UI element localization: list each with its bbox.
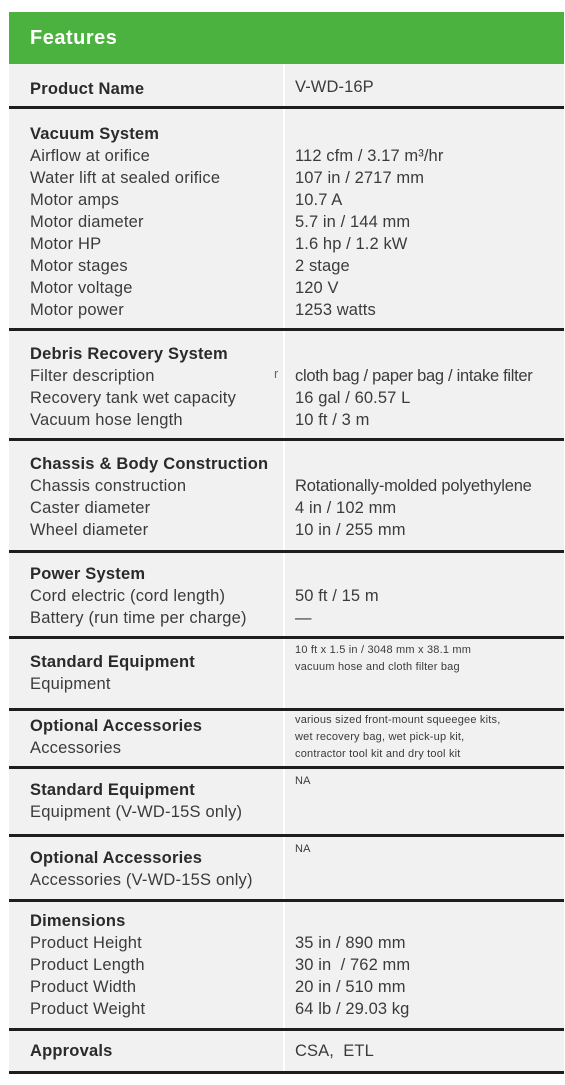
features-header: Features (9, 12, 564, 64)
row-value: 64 lb / 29.03 kg (295, 1000, 410, 1018)
row-title: Dimensions (30, 912, 126, 930)
row-value: 4 in / 102 mm (295, 499, 397, 517)
row-value: 107 in / 2717 mm (295, 169, 425, 187)
row-label: Equipment (V-WD-15S only) (30, 803, 243, 821)
spec-row-dimensions (9, 899, 564, 1028)
spec-table (9, 64, 564, 1074)
row-value: NA (295, 843, 311, 855)
row-title: Product Name (30, 80, 145, 98)
row-label: Battery (run time per charge) (30, 609, 247, 627)
row-title: Power System (30, 565, 146, 583)
row-label: Filter description (30, 367, 155, 385)
row-title: Chassis & Body Construction (30, 455, 269, 473)
row-value: 30 in / 762 mm (295, 956, 411, 974)
row-value: 2 stage (295, 257, 350, 275)
row-value: 5.7 in / 144 mm (295, 213, 411, 231)
row-value: Rotationally-molded polyethylene (295, 477, 532, 495)
row-value: various sized front-mount squeegee kits, (295, 714, 501, 726)
row-label: Motor diameter (30, 213, 144, 231)
row-value: 1.6 hp / 1.2 kW (295, 235, 408, 253)
spec-row-optional-accessories-15s (9, 834, 564, 899)
spec-row-standard-equipment-15s (9, 766, 564, 834)
row-value: cloth bag / paper bag / intake filter (295, 367, 533, 385)
row-label: Accessories (V-WD-15S only) (30, 871, 253, 889)
row-value: 10.7 A (295, 191, 343, 209)
row-value: CSA, ETL (295, 1042, 374, 1060)
row-value: V-WD-16P (295, 78, 374, 96)
row-title: Standard Equipment (30, 781, 195, 799)
row-label: Recovery tank wet capacity (30, 389, 237, 407)
row-label: Wheel diameter (30, 521, 149, 539)
row-title: Standard Equipment (30, 653, 195, 671)
row-label: Equipment (30, 675, 111, 693)
row-title: Approvals (30, 1042, 113, 1060)
row-label: Product Width (30, 978, 137, 996)
spec-row-chassis (9, 438, 564, 550)
spec-row-standard-equipment (9, 636, 564, 708)
row-value: 10 ft / 3 m (295, 411, 370, 429)
row-title: Optional Accessories (30, 849, 203, 867)
row-value: wet recovery bag, wet pick-up kit, (295, 731, 465, 743)
row-label: Vacuum hose length (30, 411, 183, 429)
row-label: Motor HP (30, 235, 102, 253)
row-value: 35 in / 890 mm (295, 934, 406, 952)
row-label: Water lift at sealed orifice (30, 169, 221, 187)
row-label: Motor stages (30, 257, 128, 275)
row-value: 1253 watts (295, 301, 376, 319)
spec-row-vacuum-system (9, 106, 564, 328)
row-value: 120 V (295, 279, 339, 297)
row-label: Chassis construction (30, 477, 187, 495)
spec-row-debris-recovery (9, 328, 564, 438)
row-value: 10 in / 255 mm (295, 521, 406, 539)
row-title: Vacuum System (30, 125, 160, 143)
spec-sheet (9, 12, 564, 1074)
row-value: vacuum hose and cloth filter bag (295, 661, 460, 673)
row-value: 50 ft / 15 m (295, 587, 379, 605)
row-value: contractor tool kit and dry tool kit (295, 748, 461, 760)
row-value: 10 ft x 1.5 in / 3048 mm x 38.1 mm (295, 644, 472, 656)
spec-row-product-name (9, 64, 564, 106)
row-label: Motor power (30, 301, 124, 319)
row-value: 112 cfm / 3.17 m³/hr (295, 147, 444, 165)
row-label: Product Weight (30, 1000, 146, 1018)
row-value: — (295, 609, 312, 627)
row-label: Product Height (30, 934, 142, 952)
row-label: Product Length (30, 956, 145, 974)
row-label: Airflow at orifice (30, 147, 151, 165)
spec-row-optional-accessories (9, 708, 564, 766)
row-value: NA (295, 775, 311, 787)
row-label: Caster diameter (30, 499, 151, 517)
row-value: 20 in / 510 mm (295, 978, 406, 996)
stray-mark: r (274, 366, 279, 381)
row-label: Motor voltage (30, 279, 133, 297)
spec-row-power-system (9, 550, 564, 636)
row-label: Motor amps (30, 191, 120, 209)
row-title: Optional Accessories (30, 717, 203, 735)
row-label: Cord electric (cord length) (30, 587, 226, 605)
row-value: 16 gal / 60.57 L (295, 389, 411, 407)
spec-row-approvals (9, 1028, 564, 1071)
row-title: Debris Recovery System (30, 345, 228, 363)
row-label: Accessories (30, 739, 122, 757)
